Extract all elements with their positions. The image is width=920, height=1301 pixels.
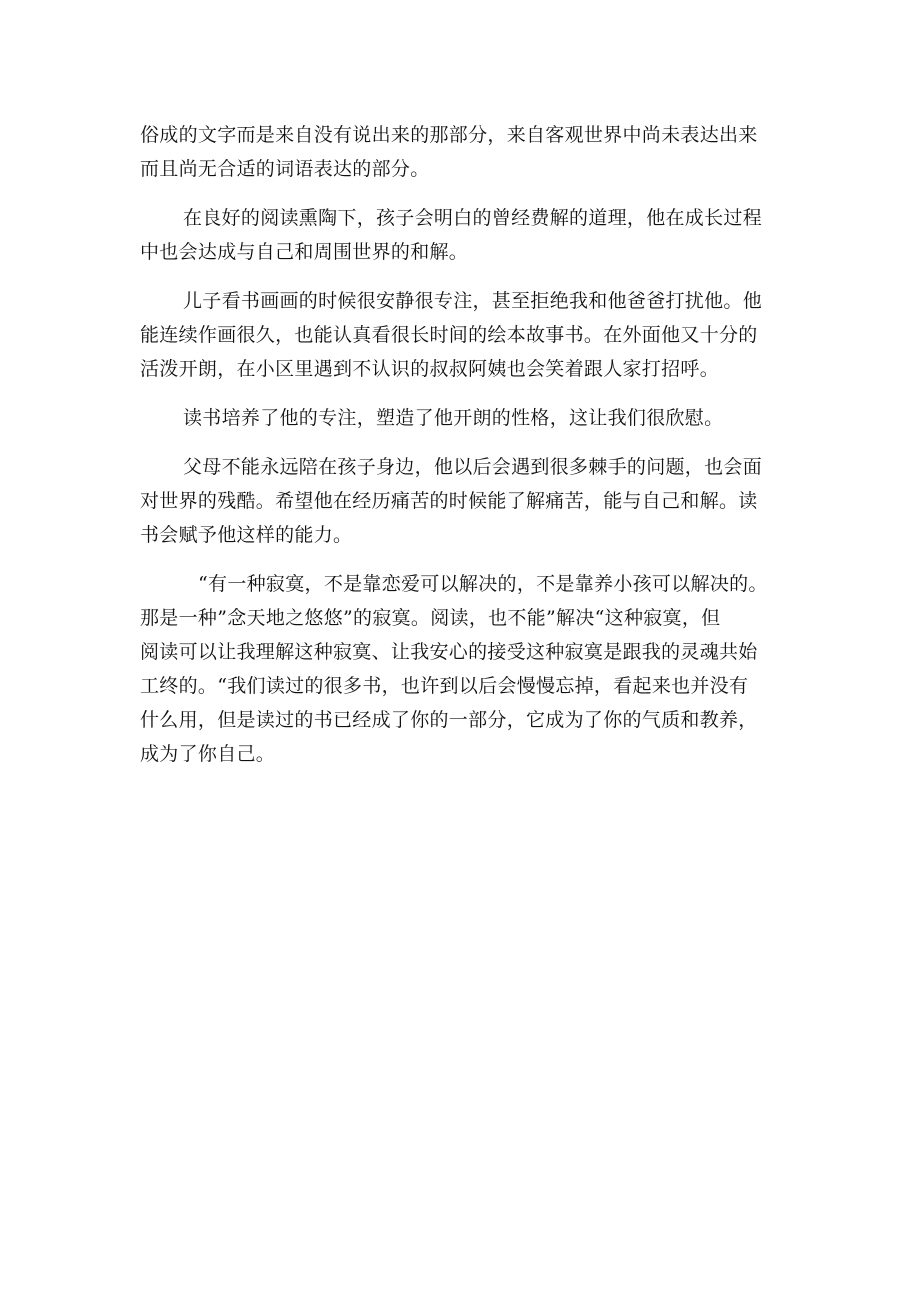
paragraph-1 <box>140 118 800 186</box>
paragraph-line: “有一种寂寞，不是靠恋爱可以解决的，不是靠养小孩可以解决的。 <box>198 573 768 595</box>
paragraph-line: 俗成的文字而是来自没有说出来的那部分，来自客观世界中尚未表达出来 <box>140 124 758 146</box>
paragraph-line: 成为了你自己。 <box>140 743 276 765</box>
paragraph-line: 阅读可以让我理解这种寂寞、让我安心的接受这种寂寞是跟我的灵魂共始 <box>140 641 758 663</box>
paragraph-6 <box>140 567 800 771</box>
paragraph-line: 中也会达成与自己和周围世界的和解。 <box>140 241 469 263</box>
paragraph-line: 而且尚无合适的词语表达的部分。 <box>140 158 430 180</box>
paragraph-line: 对世界的残酷。希望他在经历痛苦的时候能了解痛苦，能与自己和解。读 <box>140 490 758 512</box>
paragraph-5 <box>140 450 800 552</box>
paragraph-line: 父母不能永远陪在孩子身边，他以后会遇到很多棘手的问题，也会面 <box>183 456 763 478</box>
paragraph-line: 能连续作画很久，也能认真看很长时间的绘本故事书。在外面他又十分的 <box>140 324 758 346</box>
paragraph-4 <box>140 401 800 435</box>
paragraph-3 <box>140 284 800 386</box>
paragraph-line: 什么用，但是读过的书已经成了你的一部分，它成为了你的气质和教养， <box>140 709 758 731</box>
paragraph-line: 读书培养了他的专注，塑造了他开朗的性格，这让我们很欣慰。 <box>183 407 724 429</box>
paragraph-line: 工终的。“我们读过的很多书，也许到以后会慢慢忘掉，看起来也并没有 <box>140 675 749 697</box>
document-body <box>140 118 800 771</box>
paragraph-line: 在良好的阅读熏陶下，孩子会明白的曾经费解的道理，他在成长过程 <box>183 207 763 229</box>
paragraph-line: 儿子看书画画的时候很安静很专注，甚至拒绝我和他爸爸打扰他。他 <box>183 290 763 312</box>
paragraph-line: 活泼开朗，在小区里遇到不认识的叔叔阿姨也会笑着跟人家打招呼。 <box>140 358 720 380</box>
paragraph-line: 书会赋予他这样的能力。 <box>140 524 353 546</box>
paragraph-2 <box>140 201 800 269</box>
paragraph-line: 那是一种”念天地之悠悠”的寂寞。阅读，也不能”解决“这种寂寞，但 <box>140 607 721 629</box>
